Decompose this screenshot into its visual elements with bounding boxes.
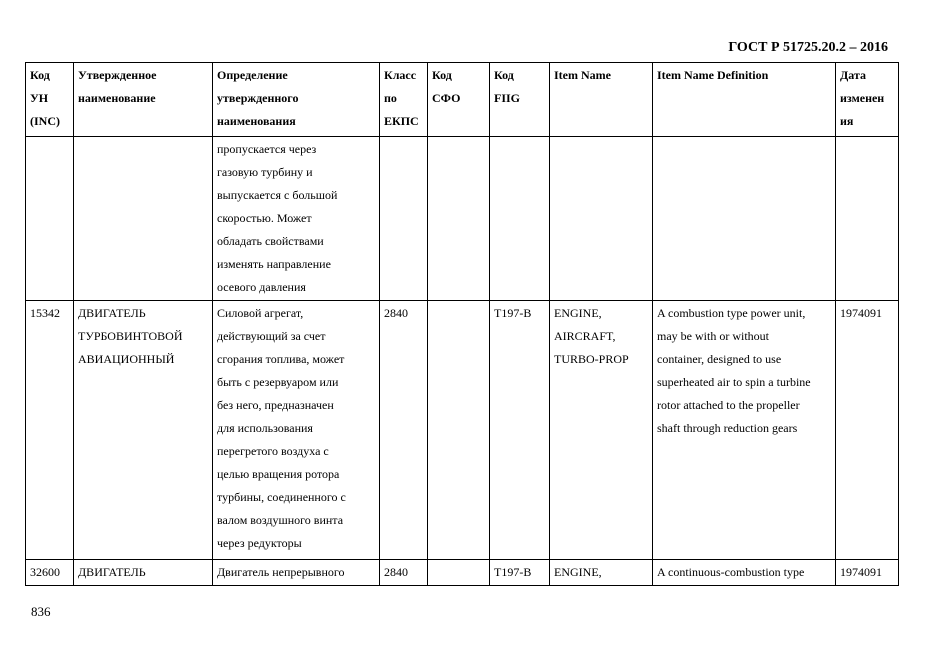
page-number: 836 (31, 604, 51, 619)
cell-sfo (428, 301, 490, 560)
cell-inc: 32600 (26, 560, 74, 586)
document-standard-title: ГОСТ Р 51725.20.2 – 2016 (728, 40, 888, 55)
header-approved-name: Утвержденное наименование (74, 63, 213, 137)
table-row (26, 560, 899, 586)
header-item-name: Item Name (550, 63, 653, 137)
cell-fiig (490, 137, 550, 301)
header-sfo: Код СФО (428, 63, 490, 137)
cell-fiig: T197-B (490, 560, 550, 586)
cell-inc: 15342 (26, 301, 74, 560)
cell-definition: пропускается через газовую турбину и выпускается с большой скоростью. Может обладать свойствами изменять направление осевого давления (213, 137, 380, 301)
cell-class (380, 137, 428, 301)
cell-inc (26, 137, 74, 301)
header-definition: Определение утвержденного наименования (213, 63, 380, 137)
cell-item-name: ENGINE, (550, 560, 653, 586)
cell-approved-name: ДВИГАТЕЛЬ (74, 560, 213, 586)
cell-sfo (428, 137, 490, 301)
header-inc: Код УН (INC) (26, 63, 74, 137)
header-class: Класс по ЕКПС (380, 63, 428, 137)
table-row (26, 137, 899, 301)
cell-item-definition: A combustion type power unit, may be with or without container, designed to use superheated air to spin a turbine rotor attached to the propeller shaft through reduction gears (653, 301, 836, 560)
cell-date (836, 137, 899, 301)
cell-date: 1974091 (836, 301, 899, 560)
header-item-definition: Item Name Definition (653, 63, 836, 137)
cell-item-definition: A continuous-combustion type (653, 560, 836, 586)
cell-definition: Двигатель непрерывного (213, 560, 380, 586)
header-date: Дата изменен ия (836, 63, 899, 137)
cell-item-name: ENGINE, AIRCRAFT, TURBO-PROP (550, 301, 653, 560)
cell-date: 1974091 (836, 560, 899, 586)
cell-approved-name: ДВИГАТЕЛЬ ТУРБОВИНТОВОЙ АВИАЦИОННЫЙ (74, 301, 213, 560)
cell-sfo (428, 560, 490, 586)
table-header-row (26, 63, 899, 137)
cell-approved-name (74, 137, 213, 301)
cell-fiig: T197-B (490, 301, 550, 560)
table-row (26, 301, 899, 560)
inc-table (25, 62, 899, 586)
cell-definition: Силовой агрегат, действующий за счет сгорания топлива, может быть с резервуаром или без него, предназначен для использования перегретого воздуха с целью вращения ротора турбины, соединенного с валом воздушного винта через редукторы (213, 301, 380, 560)
cell-class: 2840 (380, 301, 428, 560)
cell-item-definition (653, 137, 836, 301)
cell-item-name (550, 137, 653, 301)
cell-class: 2840 (380, 560, 428, 586)
header-fiig: Код FIIG (490, 63, 550, 137)
